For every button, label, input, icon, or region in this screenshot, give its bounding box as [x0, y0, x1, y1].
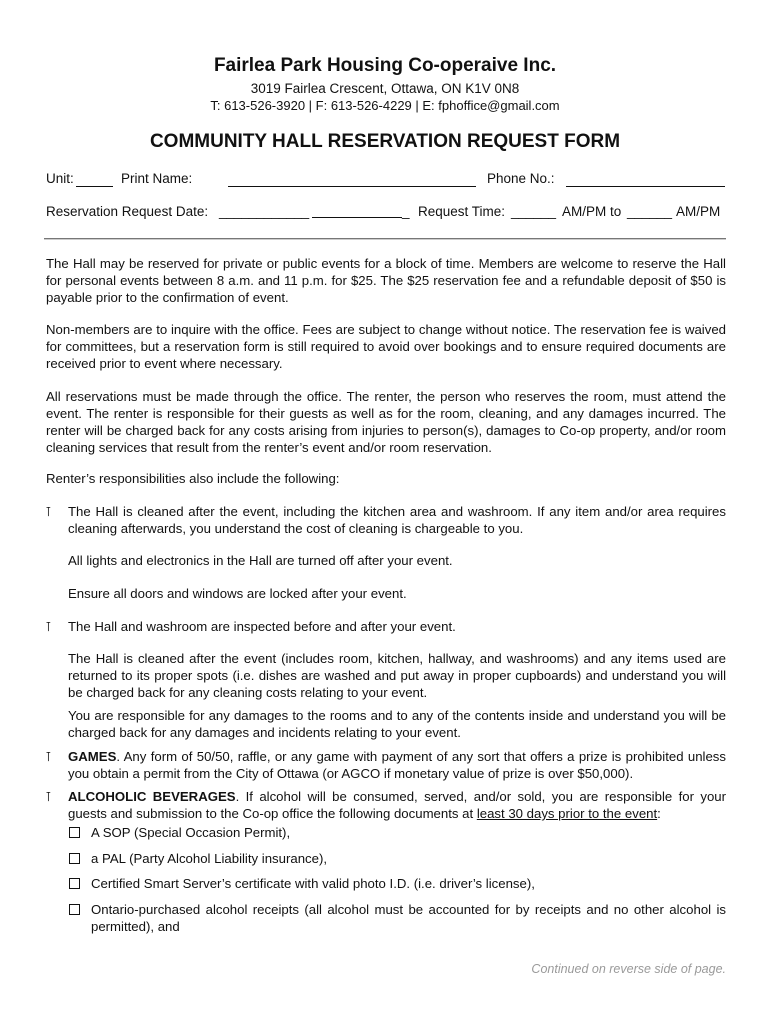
- paragraph-hall-reservation: The Hall may be reserved for private or public events for a block of time. Members are welcome to reserve the Hall for personal events between 8 a.m. and 11 p.m. for $25. The $25 reservation fee and a refundable deposit of $50 is payable prior to the confirmation of event.: [46, 256, 726, 305]
- section-divider: [44, 238, 726, 240]
- form-title: COMMUNITY HALL RESERVATION REQUEST FORM: [149, 131, 621, 152]
- bullet-icon: ⊺: [45, 789, 52, 804]
- responsibility-cleaning: The Hall is cleaned after the event, including the kitchen area and washroom. If any item and/or area requires cleaning afterwards, you understand the cost of cleaning is chargeable to you.: [68, 504, 726, 536]
- alcohol-colon: :: [657, 806, 661, 821]
- alcohol-text: . If alcohol will be consumed, served, and/or sold, you are responsible for your guests and submission to the Co-op office the following documents at: [68, 789, 726, 821]
- games-text: . Any form of 50/50, raffle, or any game with payment of any sort that offers a prize is prohibited unless you obtain a permit from the City of Ottawa (or AGCO if monetary value of prize is over $50,000).: [68, 749, 726, 781]
- games-heading: GAMES: [68, 749, 117, 764]
- bullet-icon: ⊺: [45, 504, 52, 519]
- responsibility-hall-cleaned: The Hall is cleaned after the event (includes room, kitchen, hallway, and washrooms) and any items used are returned to its proper spots (i.e. dishes are washed and put away in proper cupboards) and understand you will be charged back for any cleaning costs relating to your event.: [68, 651, 726, 700]
- phone-field[interactable]: [566, 186, 725, 187]
- responsibility-doors: Ensure all doors and windows are locked after your event.: [68, 586, 407, 601]
- responsibility-alcohol: [68, 788, 726, 822]
- responsibility-inspection: The Hall and washroom are inspected before and after your event.: [68, 619, 456, 634]
- doc-smart-server-label: Certified Smart Server’s certificate with valid photo I.D. (i.e. driver’s license),: [91, 876, 535, 891]
- doc-pal-label: a PAL (Party Alcohol Liability insurance),: [91, 851, 328, 866]
- reservation-date-trail: _: [402, 204, 410, 219]
- bullet-icon: ⊺: [45, 749, 52, 764]
- responsibility-damages: You are responsible for any damages to the rooms and to any of the contents inside and understand you will be charged back for any damages and incidents relating to your event.: [68, 708, 726, 740]
- organization-address: 3019 Fairlea Crescent, Ottawa, ON K1V 0N8: [250, 81, 520, 96]
- print-name-label: Print Name:: [121, 171, 193, 186]
- paragraph-reservations-office: All reservations must be made through the office. The renter, the person who reserves the room, must attend the event. The renter is responsible for their guests as well as for the room, cleaning, and any damages incurred. The renter will be charged back for any costs arising from injuries to person(s), damages to Co-op property, and/or room cleaning services that result from the renter’s event and/or room reservation.: [46, 389, 726, 455]
- continued-note: Continued on reverse side of page.: [531, 962, 726, 976]
- reservation-date-label: Reservation Request Date:: [46, 204, 209, 219]
- ampm-end-label: AM/PM: [676, 204, 721, 219]
- request-time-end-field[interactable]: ______: [627, 204, 673, 219]
- print-name-field[interactable]: [228, 186, 476, 187]
- paragraph-non-members: Non-members are to inquire with the office. Fees are subject to change without notice. The reservation fee is waived for committees, but a reservation form is still required to avoid over bookings and to ensure required documents are received prior to event where necessary.: [46, 322, 726, 371]
- request-time-start-field[interactable]: ______: [511, 204, 557, 219]
- unit-label: Unit:: [46, 171, 74, 186]
- phone-label: Phone No.:: [487, 171, 555, 186]
- unit-field[interactable]: [76, 186, 113, 187]
- pal-checkbox[interactable]: [69, 853, 80, 864]
- organization-name: Fairlea Park Housing Co-operaive Inc.: [213, 55, 557, 76]
- sop-checkbox[interactable]: [69, 827, 80, 838]
- bullet-icon: ⊺: [45, 619, 52, 634]
- ampm-to-label: AM/PM to: [562, 204, 622, 219]
- alcohol-deadline: least 30 days prior to the event: [476, 806, 658, 821]
- smart-server-checkbox[interactable]: [69, 878, 80, 889]
- request-time-label: Request Time:: [418, 204, 506, 219]
- reservation-date-blank: ____________: [219, 204, 310, 219]
- paragraph-responsibilities-intro: Renter’s responsibilities also include the following:: [46, 471, 340, 486]
- organization-contact: T: 613-526-3920 | F: 613-526-4229 | E: fphoffice@gmail.com: [210, 98, 560, 113]
- alcohol-heading: ALCOHOLIC BEVERAGES: [68, 789, 236, 804]
- responsibility-games: [68, 748, 726, 782]
- doc-sop-label: A SOP (Special Occasion Permit),: [91, 825, 291, 840]
- responsibility-lights: All lights and electronics in the Hall are turned off after your event.: [68, 553, 453, 568]
- alcohol-receipts-checkbox[interactable]: [69, 904, 80, 915]
- reservation-date-field[interactable]: [312, 217, 402, 218]
- doc-alcohol-receipts-label: Ontario-purchased alcohol receipts (all alcohol must be accounted for by receipts and no other alcohol is permitted), and: [91, 902, 726, 934]
